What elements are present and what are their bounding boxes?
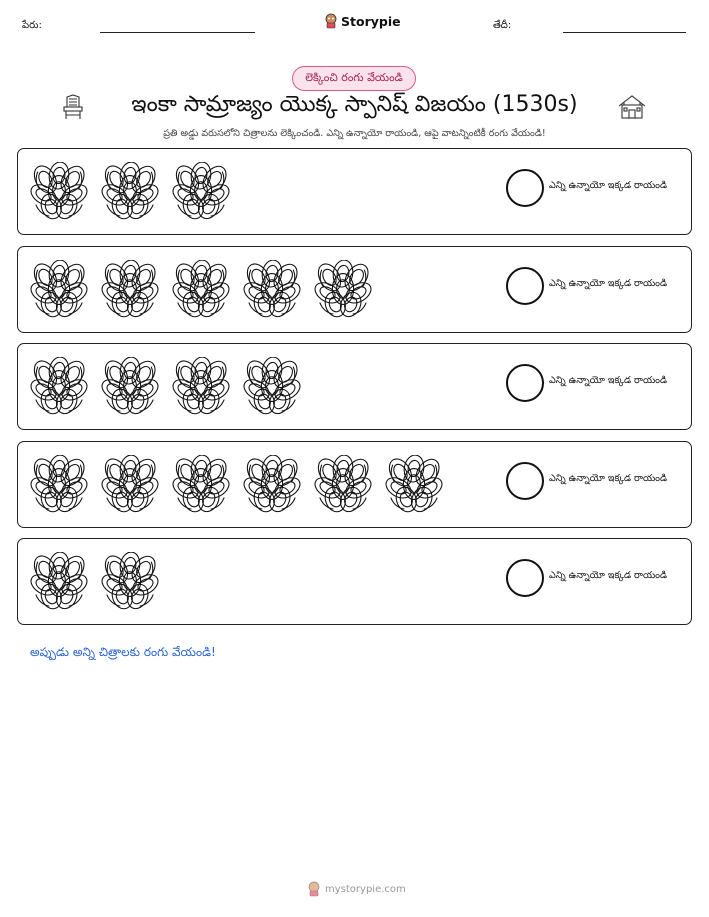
worksheet-header [0, 0, 709, 40]
yarn-bundle-icon [172, 162, 230, 220]
page-title: ఇంకా సామ్రాజ్యం యొక్క స్పానిష్ విజయం (1530s) [131, 92, 578, 117]
counting-row [17, 246, 692, 333]
answer-circle[interactable] [506, 462, 544, 500]
date-label: తేదీ: [493, 20, 512, 31]
count-and-color-badge: లెక్కించి రంగు వేయండి [292, 66, 416, 91]
answer-hint: ఎన్ని ఉన్నాయో ఇక్కడ రాయండి [549, 472, 668, 484]
item-group [30, 552, 159, 610]
footer-site: mystorypie.com [325, 883, 406, 895]
name-label: పేరు: [22, 20, 42, 31]
answer-circle[interactable] [506, 364, 544, 402]
item-group [30, 357, 301, 415]
yarn-bundle-icon [172, 455, 230, 513]
yarn-bundle-icon [101, 162, 159, 220]
counting-row [17, 148, 692, 235]
yarn-bundle-icon [243, 260, 301, 318]
brand-name: Storypie [341, 13, 401, 29]
yarn-bundle-icon [30, 357, 88, 415]
answer-hint: ఎన్ని ఉన్నాయో ఇక్కడ రాయండి [549, 375, 668, 386]
yarn-bundle-icon [30, 260, 88, 318]
yarn-bundle-icon [101, 260, 159, 318]
yarn-bundle-icon [101, 357, 159, 415]
house-icon [617, 94, 647, 120]
yarn-bundle-icon [385, 455, 443, 513]
yarn-bundle-icon [172, 260, 230, 318]
brand-logo [324, 13, 401, 29]
answer-hint: ఎన్ని ఉన్నాయో ఇక్కడ రాయండి [549, 277, 668, 289]
storypie-mascot-icon [324, 13, 338, 29]
instructions: ప్రతి అడ్డు వరుసలోని చిత్రాలను లెక్కించండి. ఎన్ని ఉన్నాయో రాయండి, ఆపై వాటన్నింటికీ రంగు వేయండి! [163, 128, 546, 139]
footer-brand [307, 881, 406, 897]
yarn-bundle-icon [101, 552, 159, 610]
yarn-bundle-icon [243, 357, 301, 415]
yarn-bundle-icon [30, 552, 88, 610]
yarn-bundle-icon [243, 455, 301, 513]
answer-hint: ఎన్ని ఉన్నాయో ఇక్కడ రాయండి [549, 180, 668, 191]
name-line[interactable] [100, 32, 255, 33]
item-group [30, 260, 372, 318]
item-group [30, 162, 230, 220]
footer-note: అప్పుడు అన్ని చిత్రాలకు రంగు వేయండి! [30, 645, 216, 659]
counting-row [17, 343, 692, 430]
answer-hint: ఎన్ని ఉన్నాయో ఇక్కడ రాయండి [549, 570, 668, 581]
counting-row [17, 441, 692, 528]
storypie-mascot-icon [307, 881, 321, 897]
yarn-bundle-icon [314, 260, 372, 318]
date-line[interactable] [563, 32, 686, 33]
yarn-bundle-icon [30, 455, 88, 513]
item-group [30, 455, 443, 513]
yarn-bundle-icon [30, 162, 88, 220]
yarn-bundle-icon [101, 455, 159, 513]
yarn-bundle-icon [314, 455, 372, 513]
counting-row [17, 538, 692, 625]
answer-circle[interactable] [506, 559, 544, 597]
answer-circle[interactable] [506, 267, 544, 305]
answer-circle[interactable] [506, 169, 544, 207]
yarn-bundle-icon [172, 357, 230, 415]
